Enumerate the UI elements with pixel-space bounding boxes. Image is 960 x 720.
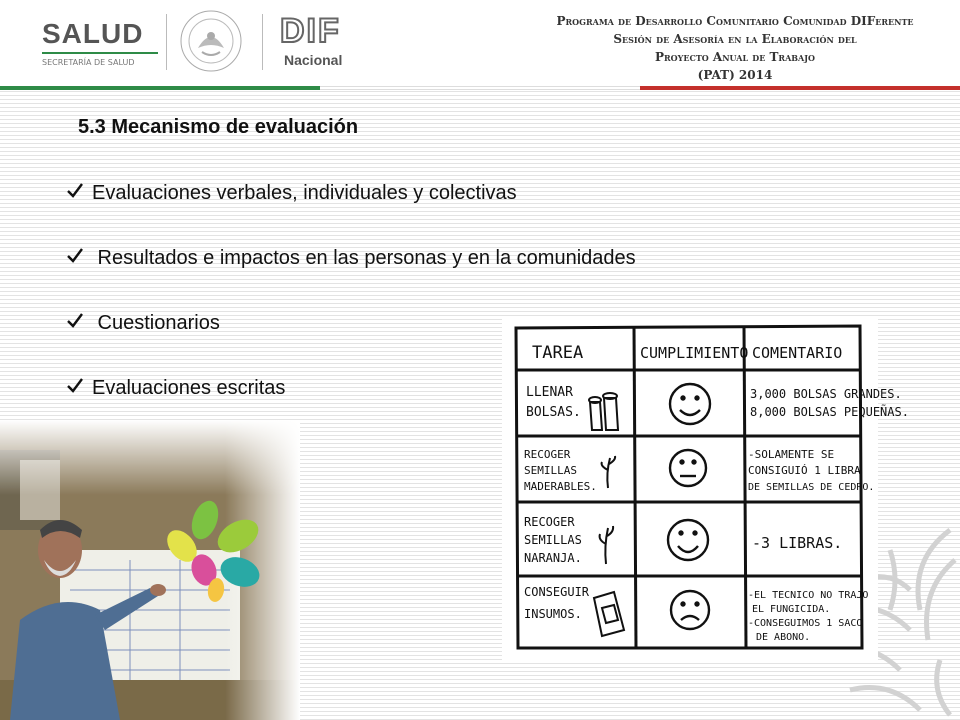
program-line: Proyecto Anual de Trabajo [655, 50, 815, 64]
flag-stripe-green [0, 86, 320, 90]
check-icon [66, 181, 84, 199]
task-text: NARANJA. [524, 551, 582, 565]
comment-text: DE SEMILLAS DE CEDRO. [748, 482, 875, 493]
flag-stripe-white [320, 86, 640, 90]
fungicide-bottle-icon [594, 592, 624, 636]
evaluation-table-drawing [502, 318, 909, 660]
salud-logo-line [42, 52, 158, 54]
comment-text: -3 LIBRAS. [752, 534, 843, 552]
task-text: SEMILLAS [524, 464, 577, 477]
section-title: 5.3 Mecanismo de evaluación [78, 116, 359, 138]
dif-flower-logo-icon [160, 500, 270, 610]
bullet-text: Cuestionarios [92, 312, 220, 334]
task-text: SEMILLAS [524, 533, 582, 547]
salud-logo [30, 12, 160, 74]
salud-logo-sub: SECRETARÍA DE SALUD [42, 58, 135, 67]
comment-text: 3,000 BOLSAS GRANDES. [750, 387, 902, 401]
comment-text: -EL TECNICO NO TRAJO [748, 590, 869, 601]
header-divider [166, 14, 167, 70]
program-line: Sesión de Asesoría en la Elaboración del [613, 32, 857, 46]
task-text: CONSEGUIR [524, 585, 590, 599]
dif-logo-sub: Nacional [284, 52, 343, 68]
bullet-text: Evaluaciones escritas [92, 377, 286, 399]
sad-face-icon [671, 591, 709, 629]
check-icon [66, 376, 84, 394]
list-item [66, 180, 766, 245]
comment-text: -CONSEGUIMOS 1 SACO [748, 618, 863, 629]
check-icon [66, 311, 84, 329]
happy-face-icon [668, 520, 708, 560]
table-header: COMENTARIO [752, 344, 843, 362]
table-header: CUMPLIMIENTO [640, 344, 749, 362]
neutral-face-icon [670, 450, 706, 486]
comment-text: DE ABONO. [756, 632, 811, 643]
task-text: RECOGER [524, 448, 571, 461]
table-header: TAREA [532, 343, 584, 363]
task-text: MADERABLES. [524, 480, 597, 493]
program-line: (PAT) 2014 [697, 68, 773, 82]
header [0, 0, 960, 88]
comment-text: EL FUNGICIDA. [752, 604, 831, 615]
program-line: Programa de Desarrollo Comunitario Comunidad DIFerente [556, 14, 914, 28]
bullet-text: Resultados e impactos en las personas y en la comunidades [92, 247, 636, 269]
task-text: LLENAR [526, 385, 573, 400]
dif-logo [280, 12, 350, 74]
comment-text: 8,000 BOLSAS PEQUEÑAS. [750, 405, 909, 419]
sprout-icon [602, 456, 616, 488]
national-seal-icon [178, 8, 244, 74]
bullet-text: Evaluaciones verbales, individuales y colectivas [92, 182, 517, 204]
flag-stripe-red [640, 86, 960, 90]
happy-face-icon [670, 384, 710, 424]
header-divider [262, 14, 263, 70]
task-text: BOLSAS. [526, 405, 581, 420]
check-icon [66, 246, 84, 264]
list-item [66, 245, 766, 310]
dif-logo-word: DIF [280, 12, 341, 50]
salud-logo-word: SALUD [42, 18, 144, 49]
program-title [520, 12, 950, 84]
sprout-icon [600, 526, 614, 564]
task-text: INSUMOS. [524, 607, 582, 621]
bags-icon [589, 393, 618, 430]
comment-text: -SOLAMENTE SE [748, 448, 835, 461]
evaluation-table-svg [502, 318, 909, 660]
comment-text: CONSIGUIÓ 1 LIBRA [748, 464, 861, 477]
task-text: RECOGER [524, 515, 575, 529]
